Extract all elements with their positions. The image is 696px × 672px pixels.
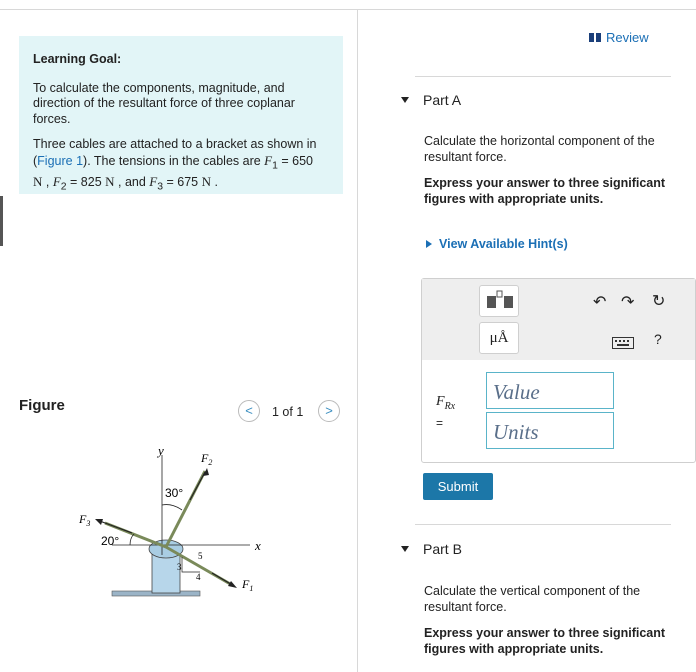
f3-label: $F_3$ [79, 512, 91, 528]
part-b-header[interactable]: Part B [401, 541, 462, 557]
keyboard-icon[interactable] [612, 337, 634, 349]
learning-goal-panel [19, 36, 343, 194]
figure-prev-button[interactable]: < [238, 400, 260, 422]
answer-box [421, 278, 696, 463]
reset-icon[interactable]: ↻ [652, 293, 666, 310]
units-input[interactable] [486, 412, 614, 449]
part-a-instruction: Express your answer to three significant figures with appropriate units. [424, 176, 666, 206]
arrowhead-f3 [95, 519, 103, 525]
value-input[interactable] [486, 372, 614, 409]
angle-30-label: 30° [165, 486, 184, 500]
collapse-triangle-icon [401, 97, 409, 103]
book-icon [589, 33, 601, 42]
part-b-question: Calculate the vertical component of the resultant force. [424, 584, 641, 614]
template-button[interactable] [479, 285, 519, 317]
part-a-question: Calculate the horizontal component of the resultant force. [424, 134, 655, 164]
help-icon[interactable]: ? [654, 331, 662, 347]
figure-next-button[interactable]: > [318, 400, 340, 422]
y-axis-label: y [158, 445, 164, 458]
arc-30 [162, 505, 182, 510]
part-a-header[interactable]: Part A [401, 92, 461, 108]
x-axis-label: x [255, 538, 261, 553]
top-rule [0, 9, 696, 10]
template-icon [480, 286, 518, 316]
arrow-f2 [190, 472, 205, 500]
collapse-triangle-icon [401, 546, 409, 552]
redo-icon[interactable]: ↷ [621, 294, 635, 311]
part-b-instruction: Express your answer to three significant figures with appropriate units. [424, 626, 666, 656]
view-hints-toggle[interactable]: View Available Hint(s) [426, 237, 568, 251]
submit-button[interactable]: Submit [423, 473, 493, 500]
learning-goal-heading: Learning Goal: [33, 52, 122, 66]
triangle-3-label: 3 [177, 562, 182, 572]
triangle-4-label: 4 [196, 572, 201, 582]
units-symbol-button[interactable]: μÅ [479, 322, 519, 354]
arrow-f3 [97, 520, 132, 533]
column-divider [357, 10, 358, 672]
figure-link[interactable]: Figure 1 [37, 153, 84, 168]
f2-label: $F_2$ [201, 451, 213, 467]
figure-page-count: 1 of 1 [272, 405, 304, 419]
f1-label: $F_1$ [242, 577, 254, 593]
equals-sign: = [436, 416, 444, 430]
caret-right-icon [426, 240, 432, 248]
learning-goal-text: To calculate the components, magnitude, and direction of the resultant force of three coplanar forces. [33, 80, 295, 126]
math-toolbar [422, 279, 695, 360]
undo-icon[interactable]: ↶ [593, 294, 607, 311]
scroll-edge-handle[interactable] [0, 196, 3, 246]
review-link[interactable]: Review [589, 30, 649, 45]
triangle-5-label: 5 [198, 551, 203, 561]
variable-label: $F_{Rx}$ [436, 394, 456, 412]
figure-title: Figure [19, 397, 65, 414]
bracket-diagram [72, 445, 282, 605]
part-a-rule [415, 76, 671, 77]
problem-statement: Three cables are attached to a bracket as shown in (Figure 1). The tensions in the cables are $F_1 = 650$ N , $F_2 = 825$ N , and $F_3 = 675$ N . [33, 137, 317, 192]
angle-20-label: 20° [101, 534, 120, 548]
part-b-rule [415, 524, 671, 525]
